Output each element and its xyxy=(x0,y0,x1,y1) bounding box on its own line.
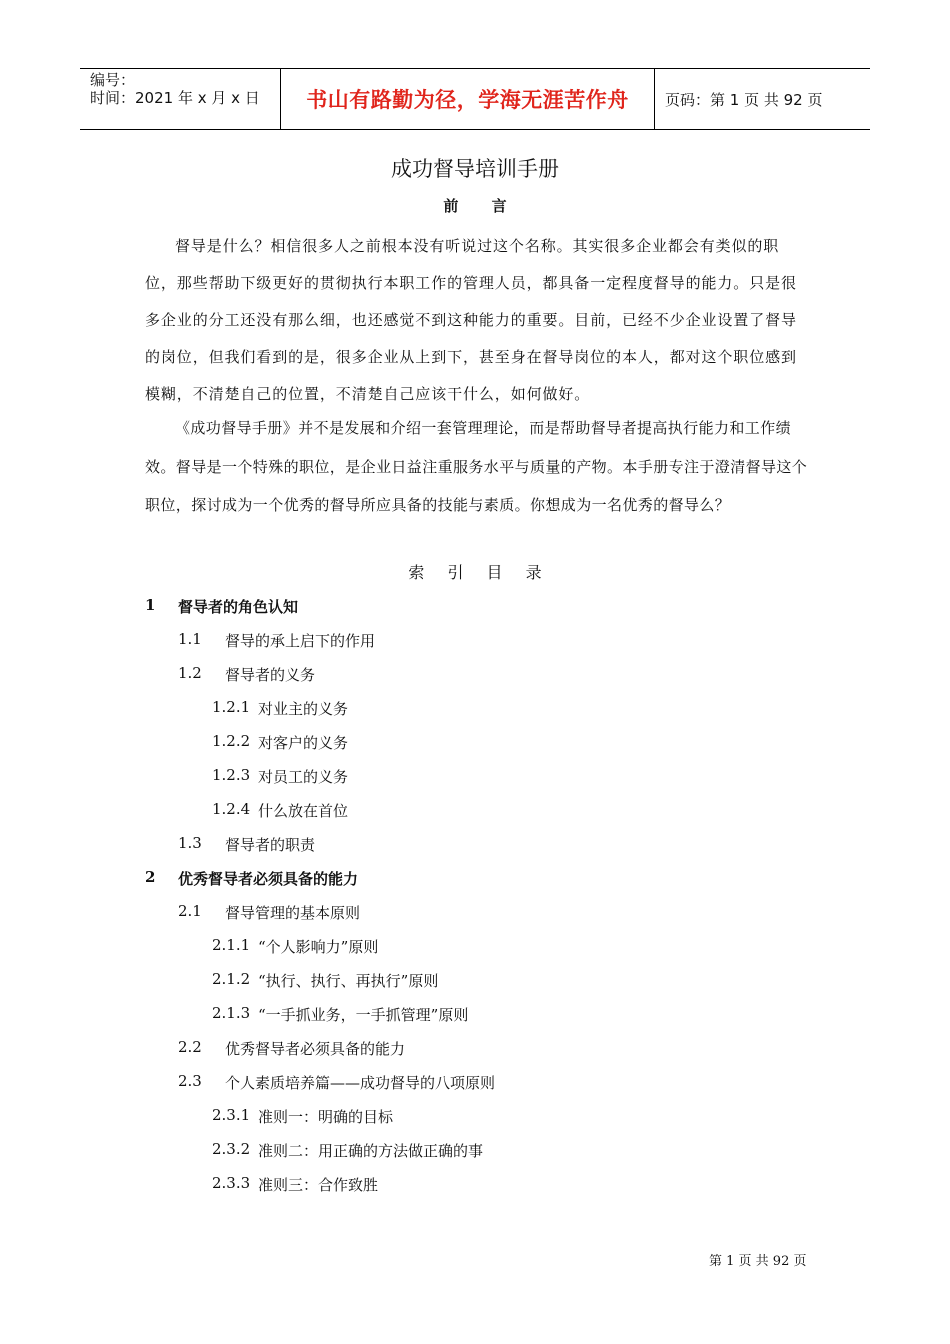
toc-heading: 索 引 目 录 xyxy=(408,563,551,582)
toc-item[interactable] xyxy=(178,834,315,855)
toc-number: 1.3 xyxy=(178,834,202,852)
toc-text: “一手抓业务，一手抓管理”原则 xyxy=(258,1006,469,1024)
toc-text: 准则一：明确的目标 xyxy=(258,1108,394,1126)
toc-item[interactable] xyxy=(178,902,360,923)
time-label: 时间：2021 年 x 月 x 日 xyxy=(90,89,260,107)
toc-item[interactable] xyxy=(178,664,315,685)
toc-number: 2.3.1 xyxy=(212,1106,251,1124)
number-label: 编号： xyxy=(90,71,136,89)
toc-text: 对客户的义务 xyxy=(258,734,349,752)
toc-item[interactable] xyxy=(212,800,348,821)
toc-number: 2.3 xyxy=(178,1072,202,1090)
toc-text: 督导者的职责 xyxy=(225,836,316,854)
toc-item[interactable] xyxy=(178,630,375,651)
toc-text: 准则二：用正确的方法做正确的事 xyxy=(258,1142,484,1160)
toc-number: 2.3.3 xyxy=(212,1174,251,1192)
toc-number: 2.1.2 xyxy=(212,970,251,988)
toc-number: 2.1 xyxy=(178,902,202,920)
toc-text: 督导管理的基本原则 xyxy=(225,904,361,922)
toc-text: 准则三：合作致胜 xyxy=(258,1176,379,1194)
toc-item[interactable] xyxy=(145,868,358,889)
toc-number: 2.1.3 xyxy=(212,1004,251,1022)
toc-text: 督导的承上启下的作用 xyxy=(225,632,376,650)
toc-number: 2.3.2 xyxy=(212,1140,251,1158)
preface-paragraph-1: 督导是什么？相信很多人之前根本没有听说过这个名称。其实很多企业都会有类似的职位，那些帮助下级更好的贯彻执行本职工作的管理人员，都具备一定程度督导的能力。只是很多企业的分工还没有那么细，也还感觉不到这种能力的重要。目前，已经不少企业设置了督导的岗位，但我们看到的是，很多企业从上到下，甚至身在督导岗位的本人，都对这个职位感到模糊，不清楚自己的位置，不清楚自己应该干什么，如何做好。 xyxy=(145,237,797,403)
toc-number: 2.1.1 xyxy=(212,936,251,954)
toc-item[interactable] xyxy=(212,1004,468,1025)
toc-item[interactable] xyxy=(212,970,438,991)
toc-item[interactable] xyxy=(212,1174,378,1195)
toc-item[interactable] xyxy=(178,1072,495,1093)
toc-number: 1 xyxy=(145,596,156,614)
toc-text: 优秀督导者必须具备的能力 xyxy=(225,1040,406,1058)
toc-number: 2.2 xyxy=(178,1038,202,1056)
toc-number: 1.2.1 xyxy=(212,698,251,716)
page-footer: 第 1 页 共 92 页 xyxy=(709,1254,807,1269)
toc-number: 1.2.3 xyxy=(212,766,251,784)
toc-text: “个人影响力”原则 xyxy=(258,938,379,956)
toc-item[interactable] xyxy=(178,1038,405,1059)
toc-text: 督导者的义务 xyxy=(225,666,316,684)
document-title: 成功督导培训手册 xyxy=(391,157,559,181)
toc-text: 优秀督导者必须具备的能力 xyxy=(178,870,359,888)
toc-number: 1.1 xyxy=(178,630,202,648)
toc-item[interactable] xyxy=(212,698,348,719)
toc-item[interactable] xyxy=(212,1140,483,1161)
toc-text: 对业主的义务 xyxy=(258,700,349,718)
toc-number: 2 xyxy=(145,868,156,886)
toc-text: “执行、执行、再执行”原则 xyxy=(258,972,439,990)
toc-text: 什么放在首位 xyxy=(258,802,349,820)
toc-item[interactable] xyxy=(212,1106,393,1127)
toc-item[interactable] xyxy=(212,936,378,957)
toc-item[interactable] xyxy=(145,596,298,617)
toc-text: 对员工的义务 xyxy=(258,768,349,786)
page-code: 页码：第 1 页 共 92 页 xyxy=(665,90,823,109)
motto-text: 书山有路勤为径，学海无涯苦作舟 xyxy=(281,69,655,129)
toc-item[interactable] xyxy=(212,732,348,753)
toc-text: 个人素质培养篇——成功督导的八项原则 xyxy=(225,1074,496,1092)
toc-text: 督导者的角色认知 xyxy=(178,598,299,616)
preface-heading: 前 言 xyxy=(443,197,521,215)
toc-number: 1.2.4 xyxy=(212,800,251,818)
toc-number: 1.2 xyxy=(178,664,202,682)
toc-item[interactable] xyxy=(212,766,348,787)
preface-paragraph-2: 《成功督导手册》并不是发展和介绍一套管理理论，而是帮助督导者提高执行能力和工作绩效。督导是一个特殊的职位，是企业日益注重服务水平与质量的产物。本手册专注于澄清督导这个职位，探讨成为一个优秀的督导所应具备的技能与素质。你想成为一名优秀的督导么？ xyxy=(145,419,808,514)
toc-number: 1.2.2 xyxy=(212,732,251,750)
